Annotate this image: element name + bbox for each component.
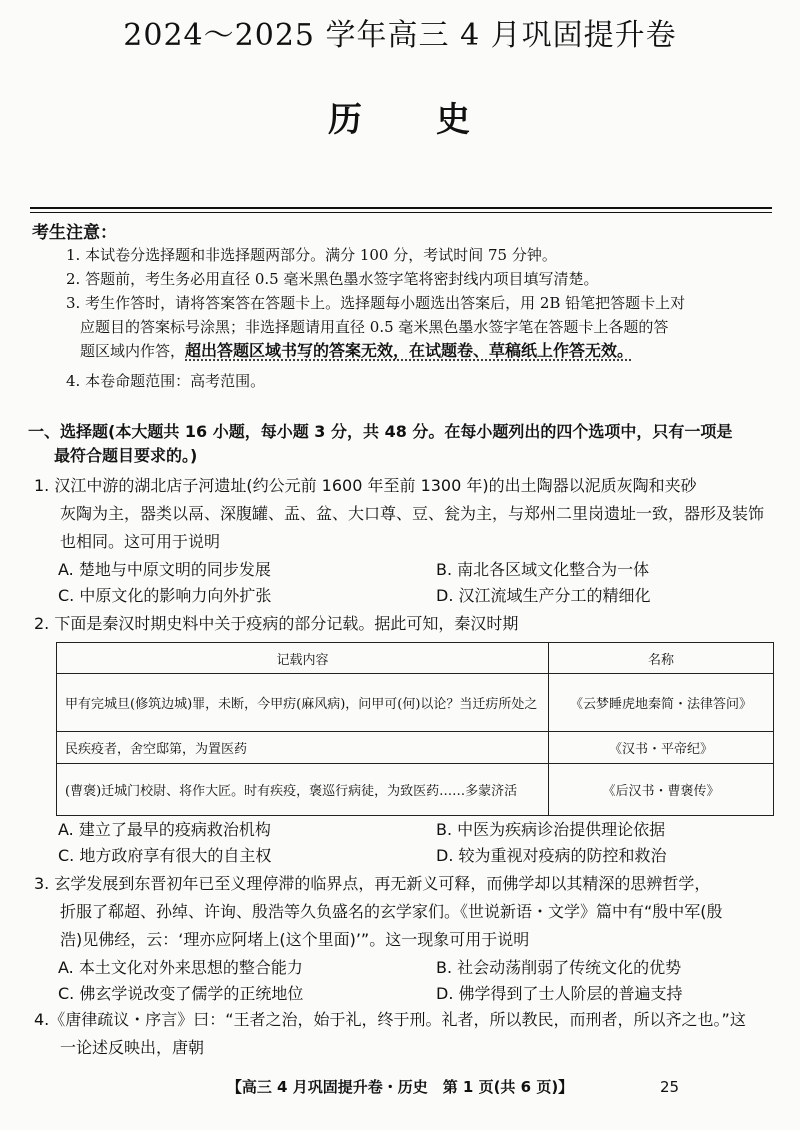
table-header-content: 记载内容 bbox=[57, 643, 549, 674]
table-cell-content: 甲有完城旦(修筑边城)罪，未断，今甲疠(麻风病)，问甲可(何)以论？当迁疠所处之 bbox=[57, 674, 549, 732]
q1-stem-line2: 灰陶为主，器类以鬲、深腹罐、盂、盆、大口尊、豆、瓮为主，与郑州二里岗遗址一致，器形及装饰 bbox=[60, 504, 765, 523]
notice-item-4: 4. 本卷命题范围：高考范围。 bbox=[66, 372, 266, 390]
q3-option-a: A. 本土文化对外来思想的整合能力 bbox=[58, 958, 303, 977]
notice-item-3-line2: 应题目的答案标号涂黑；非选择题请用直径 0.5 毫米黑色墨水签字笔在答题卡上各题的答 bbox=[80, 318, 669, 336]
section-heading-line1: 一、选择题(本大题共 16 小题，每小题 3 分，共 48 分。在每小题列出的四个选项中，只有一项是 bbox=[28, 422, 733, 441]
notice-item-3-line3 bbox=[80, 340, 786, 362]
table-cell-source: 《后汉书・曹褒传》 bbox=[549, 764, 774, 816]
q2-stem: 2. 下面是秦汉时期史料中关于疫病的部分记载。据此可知，秦汉时期 bbox=[34, 614, 519, 633]
notice-item-2: 2. 答题前，考生务必用直径 0.5 毫米黑色墨水签字笔将密封线内项目填写清楚。 bbox=[66, 270, 599, 288]
table-header-source: 名称 bbox=[549, 643, 774, 674]
q2-option-c: C. 地方政府享有很大的自主权 bbox=[58, 846, 272, 865]
table-header-row bbox=[57, 643, 774, 674]
q4-stem-line2: 一论述反映出，唐朝 bbox=[60, 1038, 205, 1057]
q2-option-a: A. 建立了最早的疫病救治机构 bbox=[58, 820, 271, 839]
notice-item-3-line3-plain: 题区域内作答， bbox=[80, 342, 186, 360]
q1-option-c: C. 中原文化的影响力向外扩张 bbox=[58, 586, 272, 605]
table-cell-content: 民疾疫者，舍空邸第，为置医药 bbox=[57, 732, 549, 764]
subject-title: 历 史 bbox=[328, 100, 472, 140]
section-heading-line2: 最符合题目要求的。) bbox=[54, 446, 198, 465]
table-row bbox=[57, 764, 774, 816]
divider-thick bbox=[30, 207, 772, 209]
table-row bbox=[57, 732, 774, 764]
notice-emphasis: 超出答题区域书写的答案无效，在试题卷、草稿纸上作答无效。 bbox=[185, 341, 634, 360]
section-heading bbox=[28, 420, 776, 468]
page-footer: 【高三 4 月巩固提升卷・历史 第 1 页(共 6 页)】 bbox=[226, 1078, 574, 1096]
page-code: 25 bbox=[660, 1078, 680, 1096]
q2-source-table bbox=[56, 642, 774, 816]
notice-heading: 考生注意： bbox=[32, 223, 117, 243]
notice-item-1: 1. 本试卷分选择题和非选择题两部分。满分 100 分，考试时间 75 分钟。 bbox=[66, 246, 557, 264]
table-cell-source: 《汉书・平帝纪》 bbox=[549, 732, 774, 764]
q1-option-b: B. 南北各区域文化整合为一体 bbox=[436, 560, 650, 579]
q1-option-a: A. 楚地与中原文明的同步发展 bbox=[58, 560, 271, 579]
q2-option-b: B. 中医为疾病诊治提供理论依据 bbox=[436, 820, 666, 839]
q4-stem-line1: 4.《唐律疏议・序言》曰：“王者之治，始于礼，终于刑。礼者，所以教民，而刑者，所以齐之也。”这 bbox=[34, 1010, 746, 1029]
table-cell-content: (曹褒)迁城门校尉、将作大匠。时有疾疫，褒巡行病徒，为致医药……多蒙济活 bbox=[57, 764, 549, 816]
q3-option-d: D. 佛学得到了士人阶层的普遍支持 bbox=[436, 984, 683, 1003]
q3-option-c: C. 佛玄学说改变了儒学的正统地位 bbox=[58, 984, 304, 1003]
q3-stem-line1: 3. 玄学发展到东晋初年已至义理停滞的临界点，再无新义可释，而佛学却以其精深的思辨哲学， bbox=[34, 874, 711, 893]
q3-stem-line2: 折服了郗超、孙绰、许询、殷浩等久负盛名的玄学家们。《世说新语・文学》篇中有“殷中军(殷 bbox=[60, 902, 723, 921]
q1-stem-line3: 也相同。这可用于说明 bbox=[60, 532, 221, 551]
q1-stem-line1: 1. 汉江中游的湖北店子河遗址(约公元前 1600 年至前 1300 年)的出土陶器以泥质灰陶和夹砂 bbox=[34, 476, 697, 495]
q3-option-b: B. 社会动荡削弱了传统文化的优势 bbox=[436, 958, 682, 977]
exam-title: 2024～2025 学年高三 4 月巩固提升卷 bbox=[123, 18, 677, 53]
table-cell-source: 《云梦睡虎地秦简・法律答问》 bbox=[549, 674, 774, 732]
q1-option-d: D. 汉江流域生产分工的精细化 bbox=[436, 586, 651, 605]
notice-item-3-line1: 3. 考生作答时，请将答案答在答题卡上。选择题每小题选出答案后，用 2B 铅笔把答题卡上对 bbox=[66, 294, 686, 312]
q3-stem-line3: 浩)见佛经，云：‘理亦应阿堵上(这个里面)’”。这一现象可用于说明 bbox=[60, 930, 530, 949]
divider-thin bbox=[30, 212, 772, 213]
table-row bbox=[57, 674, 774, 732]
q2-option-d: D. 较为重视对疫病的防控和救治 bbox=[436, 846, 667, 865]
